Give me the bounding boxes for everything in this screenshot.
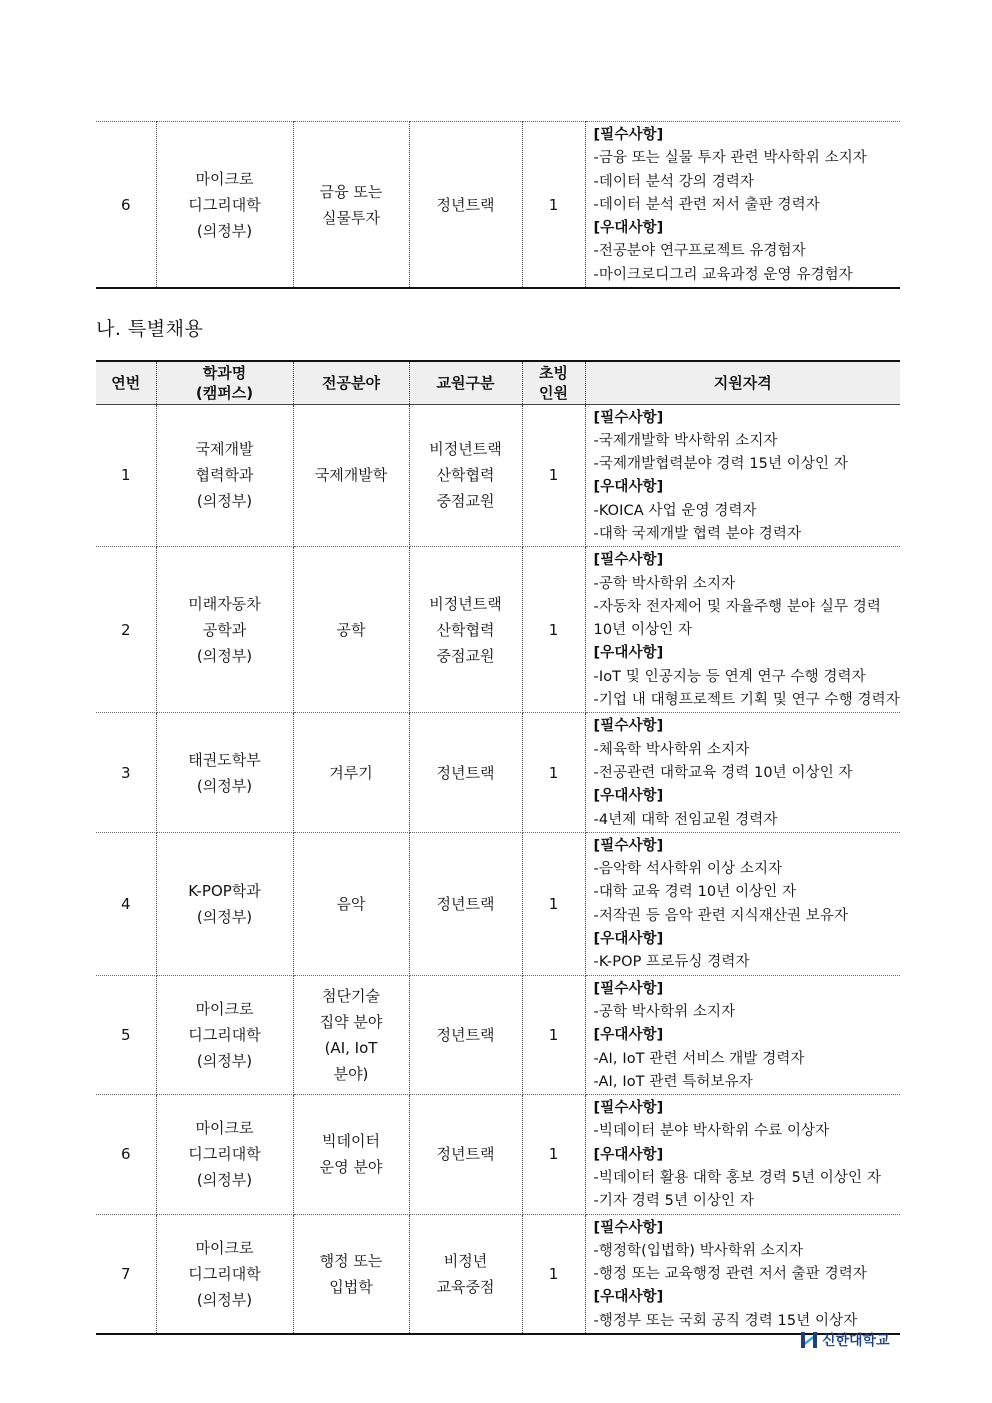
- required-label: [필수사항]: [593, 127, 664, 143]
- row-number: 7: [96, 1214, 156, 1334]
- required-item: -자동차 전자제어 및 자율주행 분야 실무 경력 10년 이상인 자: [593, 598, 882, 639]
- preferred-item: -AI, IoT 관련 특허보유자: [593, 1073, 753, 1090]
- department-name: 태권도학부 (의정부): [156, 713, 293, 832]
- required-item: -공학 박사학위 소지자: [593, 1003, 736, 1020]
- header-no: 연번: [96, 361, 156, 404]
- preferred-item: -마이크로디그리 교육과정 운영 유경험자: [593, 266, 853, 283]
- required-label: [필수사항]: [593, 837, 664, 854]
- qualification: [585, 832, 900, 975]
- faculty-type: 정년트랙: [409, 122, 522, 289]
- required-item: -저작권 등 음악 관련 지식재산권 보유자: [593, 907, 849, 924]
- qualification: [585, 404, 900, 547]
- required-item: -공학 박사학위 소지자: [593, 575, 736, 592]
- required-label: [필수사항]: [593, 1219, 664, 1236]
- preferred-item: -기업 내 대형프로젝트 기획 및 연구 수행 경력자: [593, 692, 900, 709]
- table-row: [96, 713, 900, 832]
- special-recruitment-table: [96, 360, 900, 1335]
- required-label: [필수사항]: [593, 409, 664, 426]
- shinhan-logo-icon: [800, 1330, 818, 1350]
- preferred-item: -K-POP 프로듀싱 경력자: [593, 954, 750, 971]
- department-name: 미래자동차 공학과 (의정부): [156, 547, 293, 713]
- required-label: [필수사항]: [593, 718, 664, 735]
- department-name: 마이크로 디그리대학 (의정부): [156, 975, 293, 1094]
- preferred-item: -AI, IoT 관련 서비스 개발 경력자: [593, 1050, 805, 1067]
- row-number: 6: [96, 1095, 156, 1214]
- row-number: 6: [96, 122, 156, 289]
- faculty-type: 비정년 교육중점: [409, 1214, 522, 1334]
- header-count: 초빙 인원: [522, 361, 585, 404]
- required-label: [필수사항]: [593, 552, 664, 569]
- preferred-item: -전공분야 연구프로젝트 유경험자: [593, 243, 806, 260]
- preferred-item: -대학 국제개발 협력 분야 경력자: [593, 525, 802, 542]
- required-item: -금융 또는 실물 투자 관련 박사학위 소지자: [593, 150, 867, 167]
- required-item: -행정학(입법학) 박사학위 소지자: [593, 1242, 804, 1259]
- preferred-item: -빅데이터 활용 대학 홍보 경력 5년 이상인 자: [593, 1170, 881, 1186]
- preferred-item: -IoT 및 인공지능 등 연계 연구 수행 경력자: [593, 668, 866, 685]
- preferred-label: [우대사항]: [593, 1027, 664, 1044]
- table-row: [96, 547, 900, 713]
- required-item: -체육학 박사학위 소지자: [593, 741, 750, 758]
- required-item: -행정 또는 교육행정 관련 저서 출판 경력자: [593, 1266, 867, 1283]
- faculty-type: 비정년트랙 산학협력 중점교원: [409, 404, 522, 547]
- qualification: [585, 713, 900, 832]
- table-row: [96, 404, 900, 547]
- department-name: 마이크로 디그리대학 (의정부): [156, 122, 293, 289]
- required-item: -국제개발협력분야 경력 15년 이상인 자: [593, 456, 848, 473]
- preferred-item: -행정부 또는 국회 공직 경력 15년 이상자: [593, 1312, 858, 1329]
- qualification: [585, 975, 900, 1094]
- hire-count: 1: [522, 122, 585, 289]
- header-row: [96, 361, 900, 404]
- header-qualification: 지원자격: [585, 361, 900, 404]
- hire-count: 1: [522, 713, 585, 832]
- preferred-item: -4년제 대학 전임교원 경력자: [593, 811, 778, 828]
- faculty-type: 비정년트랙 산학협력 중점교원: [409, 547, 522, 713]
- faculty-type: 정년트랙: [409, 1095, 522, 1214]
- preferred-item: -기자 경력 5년 이상인 자: [593, 1193, 754, 1210]
- table-row: [96, 832, 900, 975]
- hire-count: 1: [522, 832, 585, 975]
- university-logo: [800, 1330, 890, 1350]
- required-label: [필수사항]: [593, 980, 664, 997]
- hire-count: 1: [522, 404, 585, 547]
- required-item: -음악학 석사학위 이상 소지자: [593, 861, 783, 878]
- preferred-label: [우대사항]: [593, 645, 664, 662]
- section-title: 나. 특별채용: [96, 318, 204, 340]
- major-field: 빅데이터 운영 분야: [293, 1095, 409, 1214]
- department-name: K-POP학과 (의정부): [156, 832, 293, 975]
- hire-count: 1: [522, 1095, 585, 1214]
- department-name: 마이크로 디그리대학 (의정부): [156, 1214, 293, 1334]
- top-recruitment-table: [96, 121, 900, 289]
- required-item: -데이터 분석 관련 저서 출판 경력자: [593, 196, 820, 213]
- header-dept: 학과명 (캠퍼스): [156, 361, 293, 404]
- hire-count: 1: [522, 1214, 585, 1334]
- header-type: 교원구분: [409, 361, 522, 404]
- faculty-type: 정년트랙: [409, 713, 522, 832]
- qualification: [585, 1095, 900, 1214]
- major-field: 음악: [293, 832, 409, 975]
- row-number: 4: [96, 832, 156, 975]
- preferred-label: [우대사항]: [593, 220, 664, 237]
- table-row: [96, 975, 900, 1094]
- hire-count: 1: [522, 547, 585, 713]
- required-item: -전공관련 대학교육 경력 10년 이상인 자: [593, 764, 853, 781]
- row-number: 1: [96, 404, 156, 547]
- qualification: [585, 122, 900, 289]
- row-number: 5: [96, 975, 156, 1094]
- table-row: [96, 122, 900, 289]
- required-item: -빅데이터 분야 박사학위 수료 이상자: [593, 1123, 830, 1140]
- qualification: [585, 1214, 900, 1334]
- department-name: 국제개발 협력학과 (의정부): [156, 404, 293, 547]
- faculty-type: 정년트랙: [409, 975, 522, 1094]
- major-field: 금융 또는 실물투자: [293, 122, 409, 289]
- logo-text: 신한대학교: [822, 1333, 890, 1349]
- preferred-item: -KOICA 사업 운영 경력자: [593, 502, 757, 519]
- hire-count: 1: [522, 975, 585, 1094]
- required-label: [필수사항]: [593, 1100, 664, 1117]
- major-field: 행정 또는 입법학: [293, 1214, 409, 1334]
- faculty-type: 정년트랙: [409, 832, 522, 975]
- qualification: [585, 547, 900, 713]
- major-field: 겨루기: [293, 713, 409, 832]
- required-item: -데이터 분석 강의 경력자: [593, 173, 755, 190]
- department-name: 마이크로 디그리대학 (의정부): [156, 1095, 293, 1214]
- required-item: -대학 교육 경력 10년 이상인 자: [593, 884, 797, 901]
- table-row: [96, 1214, 900, 1334]
- preferred-label: [우대사항]: [593, 1289, 664, 1306]
- row-number: 3: [96, 713, 156, 832]
- preferred-label: [우대사항]: [593, 931, 664, 948]
- row-number: 2: [96, 547, 156, 713]
- preferred-label: [우대사항]: [593, 1146, 664, 1163]
- major-field: 국제개발학: [293, 404, 409, 547]
- major-field: 공학: [293, 547, 409, 713]
- preferred-label: [우대사항]: [593, 479, 664, 496]
- major-field: 첨단기술 집약 분야 (AI, IoT 분야): [293, 975, 409, 1094]
- header-field: 전공분야: [293, 361, 409, 404]
- preferred-label: [우대사항]: [593, 788, 664, 805]
- required-item: -국제개발학 박사학위 소지자: [593, 432, 778, 449]
- table-row: [96, 1095, 900, 1214]
